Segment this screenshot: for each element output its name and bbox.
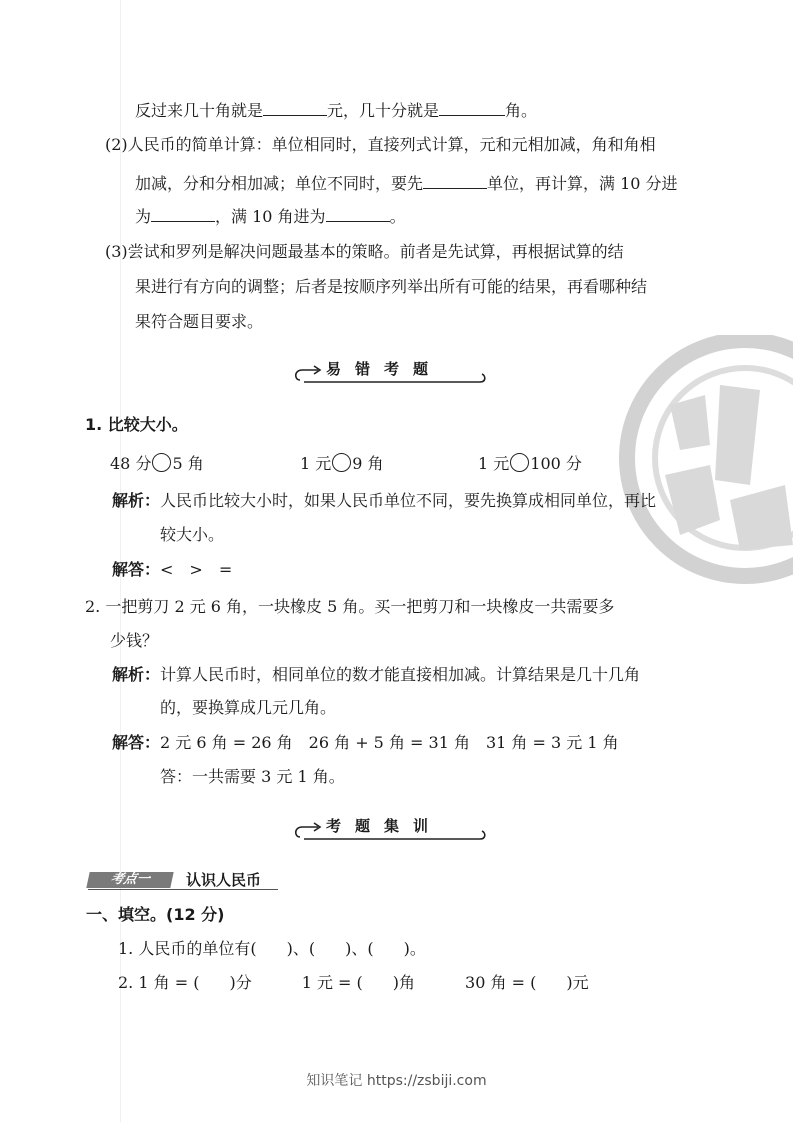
answer-circle[interactable] (152, 453, 171, 472)
text: (3)尝试和罗列是解决问题最基本的策略。前者是先试算，再根据试算的结 (105, 242, 624, 261)
text: 100 分 (530, 454, 582, 473)
fill-item-1 (118, 938, 426, 960)
blank (423, 172, 487, 189)
review-item-3-line-3 (135, 311, 263, 333)
text: 9 角 (352, 454, 384, 473)
text: 1 元 = ( (301, 973, 363, 992)
text: 一、填空。(12 分) (86, 905, 225, 924)
question-2-answer-line-1 (112, 732, 619, 754)
part-one-heading (86, 904, 224, 926)
analysis-label: 解析： (112, 491, 161, 510)
text: )、( (286, 939, 316, 958)
text: )。 (403, 939, 426, 958)
text: 为 (135, 207, 152, 226)
text: )元 (566, 973, 589, 992)
text: 果进行有方向的调整；后者是按顺序列举出所有可能的结果，再看哪种结 (135, 277, 648, 296)
text: 1 元 (478, 454, 510, 473)
section-banner-error-prone (290, 358, 490, 386)
text: 30 角 = ( (465, 973, 537, 992)
compare-item-3 (478, 453, 582, 475)
text: 人民币比较大小时，如果人民币单位不同，要先换算成相同单位，再比 (160, 491, 657, 510)
text: 2. 一把剪刀 2 元 6 角，一块橡皮 5 角。买一把剪刀和一块橡皮一共需要多 (85, 597, 615, 616)
analysis-label: 解析： (112, 665, 161, 684)
review-item-3-line-1 (105, 241, 624, 263)
text: < > = (160, 560, 233, 579)
fill-item-2 (118, 972, 589, 994)
text: 1. 人民币的单位有( (118, 939, 257, 958)
blank (439, 99, 505, 116)
text: 元，几十分就是 (327, 101, 440, 120)
blank (151, 205, 215, 222)
watermark-seal (610, 335, 793, 585)
text: 反过来几十角就是 (135, 101, 264, 120)
text: )角 (392, 973, 416, 992)
text: 少钱？ (110, 631, 159, 650)
review-item-2-line-2 (135, 172, 678, 195)
text: 1 元 (300, 454, 332, 473)
review-item-2-line-3 (135, 205, 406, 228)
compare-item-2 (300, 453, 384, 475)
review-item-3-line-2 (135, 276, 647, 298)
text: 2. 1 角 = ( (118, 973, 200, 992)
answer-label: 解答： (112, 560, 161, 579)
text: 的，要换算成几元几角。 (160, 698, 337, 717)
text: 1. 比较大小。 (85, 415, 188, 434)
text: 加减，分和分相加减；单位不同时，要先 (135, 174, 424, 193)
text: 角。 (505, 101, 538, 120)
text: 果符合题目要求。 (135, 312, 264, 331)
text: 单位，再计算，满 10 分进 (487, 174, 678, 193)
text: )分 (229, 973, 252, 992)
question-2-title-line-1 (85, 596, 614, 618)
question-1-analysis-line-2 (160, 524, 224, 546)
review-item-2-line-1 (105, 134, 656, 156)
answer-circle[interactable] (510, 453, 529, 472)
text: (2)人民币的简单计算：单位相同时，直接列式计算，元和元相加减，角和角相 (105, 135, 656, 154)
question-2-answer-line-2 (160, 766, 345, 788)
question-1-answer (112, 559, 232, 581)
text: 较大小。 (160, 525, 225, 544)
text: ，满 10 角进为 (215, 207, 326, 226)
question-2-title-line-2 (110, 630, 158, 652)
question-2-analysis-line-1 (112, 664, 640, 686)
text: 5 角 (172, 454, 204, 473)
question-1-analysis-line-1 (112, 490, 656, 512)
blank (326, 205, 390, 222)
banner-title: 考题集训 (326, 817, 443, 835)
review-line-1 (135, 99, 537, 122)
blank (263, 99, 327, 116)
compare-item-1 (110, 453, 204, 475)
text: 2 元 6 角 = 26 角 26 角 + 5 角 = 31 角 31 角 = 3 元 1 角 (160, 733, 619, 752)
answer-circle[interactable] (332, 453, 351, 472)
section-banner-practice (290, 815, 490, 843)
topic-tag: 考点一 (86, 872, 173, 888)
text: 48 分 (110, 454, 152, 473)
topic-underline (88, 889, 278, 890)
text: 。 (389, 207, 406, 226)
answer-label: 解答： (112, 733, 161, 752)
topic-title (186, 869, 261, 891)
text: 认识人民币 (186, 871, 262, 889)
question-1-title (85, 414, 188, 436)
text: 答：一共需要 3 元 1 角。 (160, 767, 345, 786)
text: 计算人民币时，相同单位的数才能直接相加减。计算结果是几十几角 (160, 665, 641, 684)
text: )、( (345, 939, 374, 958)
question-2-analysis-line-2 (160, 697, 336, 719)
banner-title: 易错考题 (326, 360, 443, 378)
footer-watermark-text: 知识笔记 https://zsbiji.com (306, 1073, 487, 1089)
